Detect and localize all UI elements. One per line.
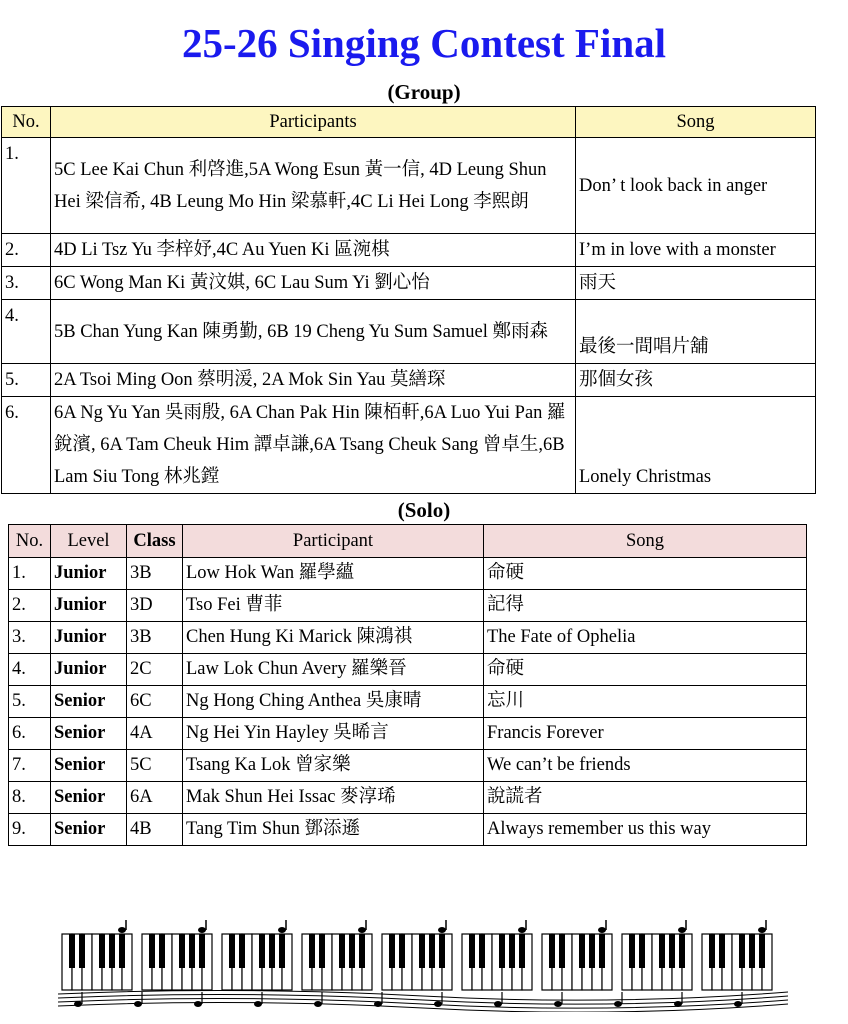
level-cell: Senior (51, 718, 127, 750)
note-icon (678, 927, 686, 933)
black-key (479, 934, 485, 968)
black-key (199, 934, 205, 968)
table-row (2, 300, 816, 364)
black-key (599, 934, 605, 968)
group-header-row (2, 107, 816, 138)
participant-cell: Mak Shun Hei Issac 麥淳琋 (183, 782, 484, 814)
solo-header-row (9, 525, 807, 558)
row-number: 2. (9, 590, 51, 622)
table-row (9, 782, 807, 814)
class-cell: 6A (127, 782, 183, 814)
solo-table (8, 524, 807, 846)
table-row (9, 654, 807, 686)
song-cell: 記得 (484, 590, 807, 622)
participants-cell: 5C Lee Kai Chun 利啓進,5A Wong Esun 黃一信, 4D Leung Shun Hei 梁信希, 4B Leung Mo Hin 梁慕軒,4C Li Hei Long 李熙朗 (51, 138, 576, 234)
black-key (499, 934, 505, 968)
note-icon (254, 1001, 262, 1007)
black-key (759, 934, 765, 968)
class-cell: 5C (127, 750, 183, 782)
song-cell: I’m in love with a monster (576, 234, 816, 267)
song-cell: Don’ t look back in anger (576, 138, 816, 234)
row-number: 7. (9, 750, 51, 782)
black-key (579, 934, 585, 968)
note-icon (518, 927, 526, 933)
table-row (2, 364, 816, 397)
table-row (9, 558, 807, 590)
participant-cell: Tang Tim Shun 鄧添遜 (183, 814, 484, 846)
group-header-song: Song (576, 107, 816, 138)
black-key (589, 934, 595, 968)
black-key (109, 934, 115, 968)
group-heading: (Group) (387, 80, 461, 104)
black-key (679, 934, 685, 968)
black-key (179, 934, 185, 968)
black-key (659, 934, 665, 968)
note-icon (118, 927, 126, 933)
black-key (339, 934, 345, 968)
black-key (439, 934, 445, 968)
note-icon (434, 1001, 442, 1007)
note-icon (554, 1001, 562, 1007)
class-cell: 4B (127, 814, 183, 846)
table-row (9, 590, 807, 622)
black-key (149, 934, 155, 968)
participants-cell: 4D Li Tsz Yu 李梓妤,4C Au Yuen Ki 區涴棋 (51, 234, 576, 267)
black-key (349, 934, 355, 968)
participants-cell: 6C Wong Man Ki 黃汶娸, 6C Lau Sum Yi 劉心怡 (51, 267, 576, 300)
table-row (9, 622, 807, 654)
black-key (639, 934, 645, 968)
solo-heading: (Solo) (397, 498, 451, 522)
note-icon (74, 1001, 82, 1007)
black-key (309, 934, 315, 968)
black-key (749, 934, 755, 968)
song-cell: 命硬 (484, 654, 807, 686)
participant-cell: Ng Hong Ching Anthea 吳康晴 (183, 686, 484, 718)
note-icon (734, 1001, 742, 1007)
class-cell: 2C (127, 654, 183, 686)
black-key (739, 934, 745, 968)
black-key (389, 934, 395, 968)
black-key (429, 934, 435, 968)
level-cell: Junior (51, 654, 127, 686)
solo-header-song: Song (484, 525, 807, 558)
participant-cell: Law Lok Chun Avery 羅樂晉 (183, 654, 484, 686)
class-cell: 6C (127, 686, 183, 718)
row-number: 5. (9, 686, 51, 718)
note-icon (598, 927, 606, 933)
black-key (509, 934, 515, 968)
row-number: 9. (9, 814, 51, 846)
table-row (2, 267, 816, 300)
solo-header-participant: Participant (183, 525, 484, 558)
level-cell: Senior (51, 686, 127, 718)
table-row (9, 718, 807, 750)
black-key (469, 934, 475, 968)
song-cell: Francis Forever (484, 718, 807, 750)
group-header-no: No. (2, 107, 51, 138)
row-number: 2. (2, 234, 51, 267)
black-key (719, 934, 725, 968)
solo-header-class: Class (127, 525, 183, 558)
row-number: 8. (9, 782, 51, 814)
class-cell: 3B (127, 622, 183, 654)
note-icon (438, 927, 446, 933)
note-icon (758, 927, 766, 933)
black-key (549, 934, 555, 968)
row-number: 3. (9, 622, 51, 654)
level-cell: Senior (51, 750, 127, 782)
song-cell: 說謊者 (484, 782, 807, 814)
song-cell: 那個女孩 (576, 364, 816, 397)
row-number: 3. (2, 267, 51, 300)
table-row (2, 234, 816, 267)
song-cell: Always remember us this way (484, 814, 807, 846)
black-key (359, 934, 365, 968)
black-key (559, 934, 565, 968)
note-icon (358, 927, 366, 933)
participants-cell: 2A Tsoi Ming Oon 蔡明湲, 2A Mok Sin Yau 莫繕琛 (51, 364, 576, 397)
participant-cell: Tsang Ka Lok 曾家樂 (183, 750, 484, 782)
row-number: 5. (2, 364, 51, 397)
song-cell: Lonely Christmas (576, 397, 816, 494)
black-key (519, 934, 525, 968)
note-icon (134, 1001, 142, 1007)
level-cell: Junior (51, 622, 127, 654)
black-key (119, 934, 125, 968)
solo-header-no: No. (9, 525, 51, 558)
black-key (669, 934, 675, 968)
black-key (629, 934, 635, 968)
level-cell: Junior (51, 558, 127, 590)
black-key (239, 934, 245, 968)
table-row (2, 397, 816, 494)
note-icon (198, 927, 206, 933)
piano-keyboard-music-notes-icon (58, 920, 788, 1012)
black-key (189, 934, 195, 968)
table-row (9, 814, 807, 846)
song-cell: We can’t be friends (484, 750, 807, 782)
note-icon (614, 1001, 622, 1007)
note-icon (314, 1001, 322, 1007)
row-number: 1. (9, 558, 51, 590)
song-cell: The Fate of Ophelia (484, 622, 807, 654)
participant-cell: Tso Fei 曹菲 (183, 590, 484, 622)
row-number: 4. (9, 654, 51, 686)
row-number: 4. (2, 300, 51, 364)
note-icon (494, 1001, 502, 1007)
group-header-participants: Participants (51, 107, 576, 138)
black-key (399, 934, 405, 968)
note-icon (278, 927, 286, 933)
note-icon (194, 1001, 202, 1007)
black-key (259, 934, 265, 968)
table-row (9, 686, 807, 718)
class-cell: 3B (127, 558, 183, 590)
black-key (69, 934, 75, 968)
table-row (2, 138, 816, 234)
group-table (1, 106, 816, 494)
level-cell: Senior (51, 814, 127, 846)
class-cell: 3D (127, 590, 183, 622)
page-title: 25-26 Singing Contest Final (181, 20, 667, 66)
note-icon (374, 1001, 382, 1007)
song-cell: 命硬 (484, 558, 807, 590)
participants-cell: 6A Ng Yu Yan 吳雨殷, 6A Chan Pak Hin 陳栢軒,6A Luo Yui Pan 羅銳濱, 6A Tam Cheuk Him 譚卓謙,6A Tsang Cheuk Sang 曾卓生,6B Lam Siu Tong 林兆鏜 (51, 397, 576, 494)
solo-header-level: Level (51, 525, 127, 558)
row-number: 1. (2, 138, 51, 234)
note-icon (674, 1001, 682, 1007)
participant-cell: Ng Hei Yin Hayley 吳晞言 (183, 718, 484, 750)
level-cell: Senior (51, 782, 127, 814)
row-number: 6. (2, 397, 51, 494)
black-key (319, 934, 325, 968)
song-cell: 忘川 (484, 686, 807, 718)
row-number: 6. (9, 718, 51, 750)
participant-cell: Chen Hung Ki Marick 陳鴻祺 (183, 622, 484, 654)
black-key (99, 934, 105, 968)
level-cell: Junior (51, 590, 127, 622)
black-key (269, 934, 275, 968)
song-cell: 雨天 (576, 267, 816, 300)
participants-cell: 5B Chan Yung Kan 陳勇勤, 6B 19 Cheng Yu Sum Samuel 鄭雨森 (51, 300, 576, 364)
table-row (9, 750, 807, 782)
black-key (159, 934, 165, 968)
black-key (229, 934, 235, 968)
black-key (79, 934, 85, 968)
participant-cell: Low Hok Wan 羅學蘊 (183, 558, 484, 590)
song-cell: 最後一間唱片舖 (576, 300, 816, 364)
black-key (709, 934, 715, 968)
class-cell: 4A (127, 718, 183, 750)
black-key (419, 934, 425, 968)
black-key (279, 934, 285, 968)
